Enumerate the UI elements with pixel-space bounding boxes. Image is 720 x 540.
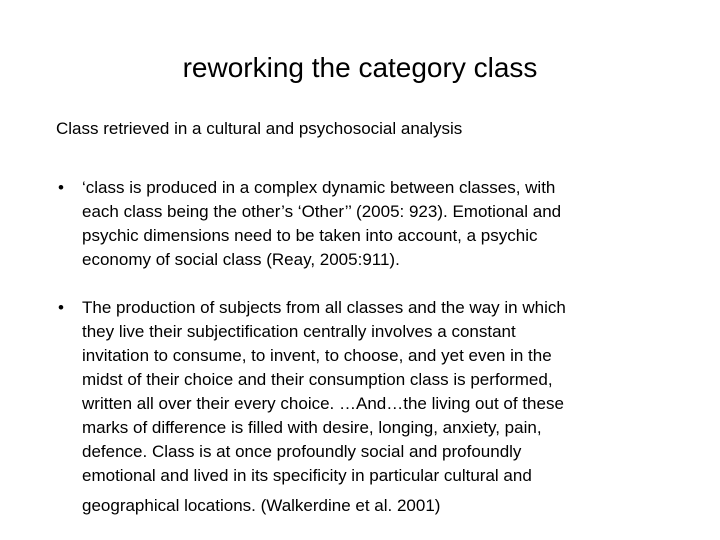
bullet-text-line: written all over their every choice. …And…the living out of these — [82, 394, 564, 413]
bullet-text-line: they live their subjectification centrally involves a constant — [82, 322, 516, 341]
bullet-text-line: invitation to consume, to invent, to choose, and yet even in the — [82, 346, 552, 365]
bullet-item-walkerdine — [56, 296, 666, 518]
bullet-text-line: economy of social class (Reay, 2005:911). — [82, 250, 400, 269]
bullet-marker: • — [58, 298, 64, 317]
bullet-item-reay — [56, 176, 666, 272]
slide-title: reworking the category class — [182, 52, 538, 83]
bullet-text-line: marks of difference is filled with desire, longing, anxiety, pain, — [82, 418, 542, 437]
bullet-text-line: psychic dimensions need to be taken into account, a psychic — [82, 226, 538, 245]
bullet-marker: • — [58, 178, 64, 197]
bullet-text-line: defence. Class is at once profoundly social and profoundly — [82, 442, 522, 461]
bullet-text-line: midst of their choice and their consumption class is performed, — [82, 370, 553, 389]
bullet-text-line: each class being the other’s ‘Other’’ (2005: 923). Emotional and — [82, 202, 562, 221]
bullet-text-line: The production of subjects from all classes and the way in which — [82, 298, 566, 317]
bullet-list — [56, 176, 666, 518]
bullet-text-line: emotional and lived in its specificity in particular cultural and — [82, 466, 532, 485]
slide-subtitle: Class retrieved in a cultural and psychosocial analysis — [56, 119, 463, 138]
bullet-text-line: geographical locations. (Walkerdine et al. 2001) — [82, 496, 441, 515]
bullet-text-line: ‘class is produced in a complex dynamic between classes, with — [82, 178, 556, 197]
